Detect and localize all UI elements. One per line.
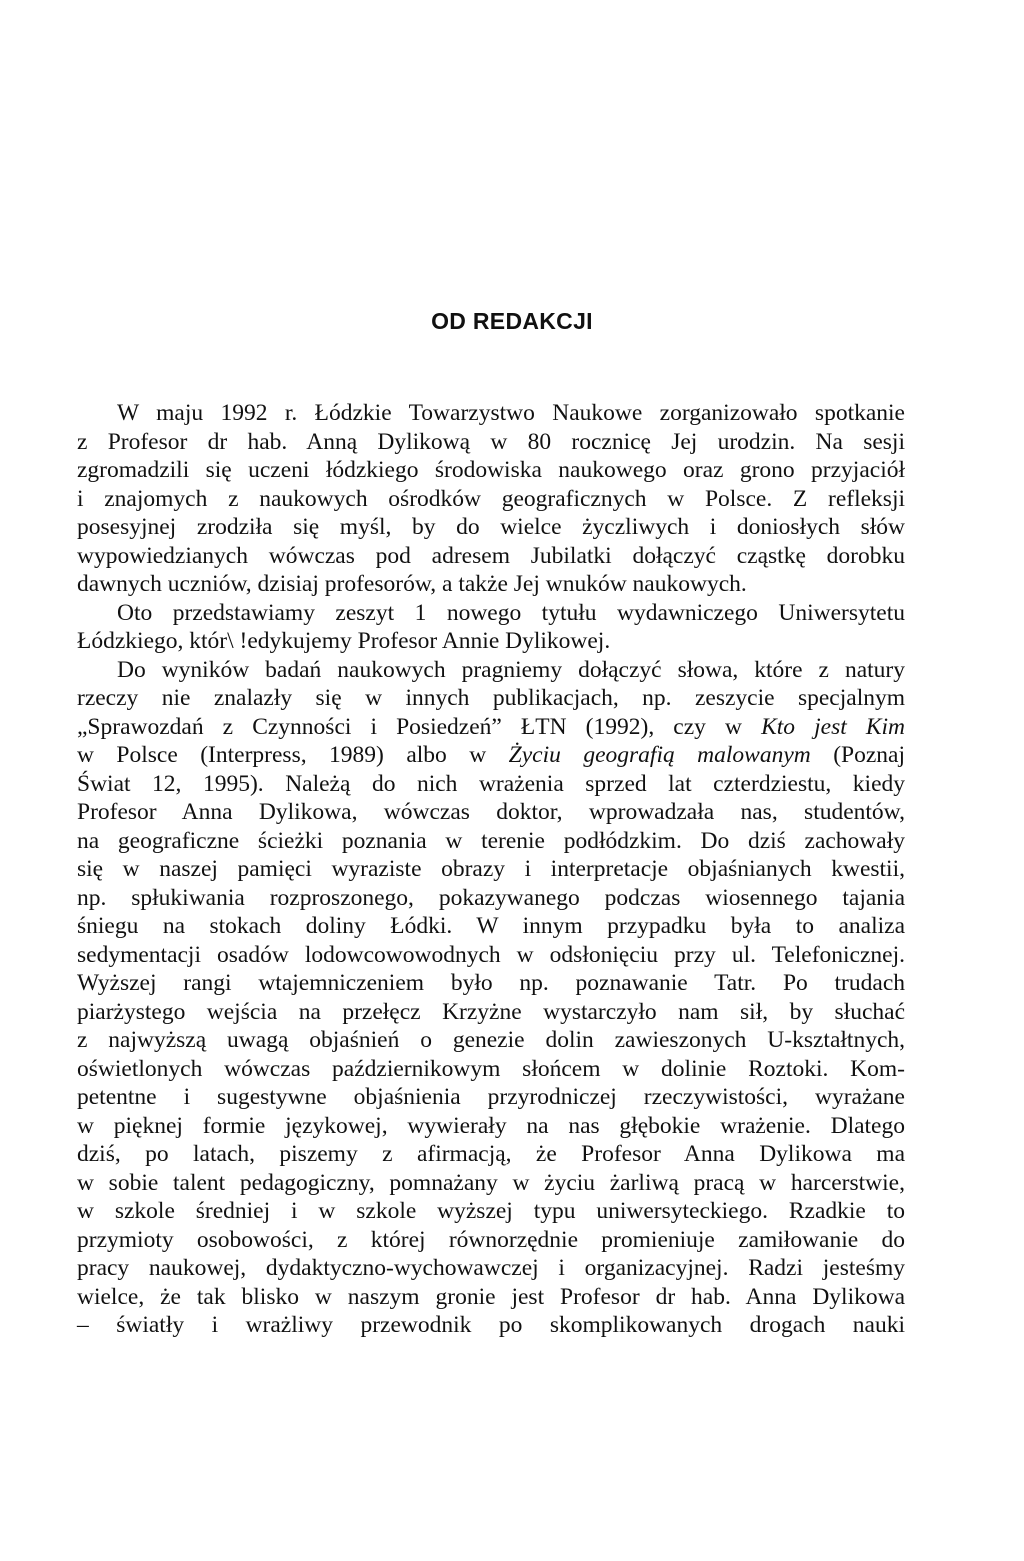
- text-line-content: dawnych uczniów, dzisiaj profesorów, a także Jej wnuków naukowych.: [77, 571, 747, 597]
- text-line-content: dziś, po latach, piszemy z afirmacją, że Profesor Anna Dylikowa ma: [77, 1141, 905, 1167]
- text-line: [77, 1311, 905, 1340]
- text-line: [77, 969, 905, 998]
- text-line: [77, 399, 905, 428]
- italic-title: Kto jest Kim: [761, 713, 906, 740]
- text-line-content: W maju 1992 r. Łódzkie Towarzystwo Naukowe zorganizowało spotkanie: [117, 400, 905, 426]
- text-line: [77, 513, 905, 542]
- italic-title: Życiu geografią malowanym: [508, 742, 811, 768]
- text-line-content: się w naszej pamięci wyraziste obrazy i interpretacje objaśnianych kwestii,: [77, 856, 905, 882]
- text-line: [77, 599, 905, 628]
- text-line-content: w Polsce (Interpress, 1989) albo w: [77, 742, 509, 768]
- text-line-content: rzeczy nie znalazły się w innych publikacjach, np. zeszycie specjalnym: [77, 685, 905, 711]
- text-line: [77, 1112, 905, 1141]
- text-line-content: Wyższej rangi wtajemniczeniem było np. poznawanie Tatr. Po trudach: [77, 970, 905, 996]
- text-line: [77, 998, 905, 1027]
- text-line-content: „Sprawozdań z Czynności i Posiedzeń” ŁTN (1992), czy w: [77, 713, 762, 740]
- text-line: [77, 884, 905, 913]
- text-line-tail: (Poznaj: [810, 742, 905, 768]
- text-line-content: piarżystego wejścia na przełęcz Krzyżne wystarczyło nam sił, by słuchać: [77, 998, 905, 1025]
- text-line-content: zgromadzili się uczeni łódzkiego środowiska naukowego oraz grono przyjaciół: [77, 457, 905, 483]
- body-text: [77, 399, 905, 1340]
- text-line: [77, 1283, 905, 1312]
- text-line-content: z Profesor dr hab. Anną Dylikową w 80 rocznicę Jej urodzin. Na sesji: [77, 428, 905, 455]
- text-line: [77, 855, 905, 884]
- text-line: [77, 684, 905, 713]
- text-line-content: wielce, że tak blisko w naszym gronie jest Profesor dr hab. Anna Dylikowa: [77, 1283, 905, 1310]
- text-line-content: np. spłukiwania rozproszonego, pokazywanego podczas wiosennego tajania: [77, 884, 905, 911]
- text-line-content: Do wyników badań naukowych pragniemy dołączyć słowa, które z natury: [117, 656, 905, 683]
- text-line-content: i znajomych z naukowych ośrodków geograficznych w Polsce. Z refleksji: [77, 485, 905, 512]
- text-line: [77, 713, 905, 742]
- text-line-content: petentne i sugestywne objaśnienia przyrodniczej rzeczywistości, wyrażane: [77, 1084, 905, 1110]
- text-line-content: przymioty osobowości, z której równorzędnie promieniuje zamiłowanie do: [77, 1226, 905, 1253]
- text-line-content: sedymentacji osadów lodowcowowodnych w odsłonięciu przy ul. Telefonicznej.: [77, 941, 905, 968]
- page-title: OD REDAKCJI: [431, 308, 593, 334]
- text-line: [77, 827, 905, 856]
- text-line-content: wypowiedzianych wówczas pod adresem Jubilatki dołączyć cząstkę dorobku: [77, 542, 905, 569]
- text-line-content: pracy naukowej, dydaktyczno-wychowawczej i organizacyjnej. Radzi jesteśmy: [77, 1255, 905, 1281]
- text-line-content: w sobie talent pedagogiczny, pomnażany w życiu żarliwą pracą w harcerstwie,: [77, 1169, 905, 1196]
- text-line: [77, 1226, 905, 1255]
- text-line-content: Profesor Anna Dylikowa, wówczas doktor, wprowadzała nas, studentów,: [77, 799, 905, 825]
- text-line-content: śniegu na stokach doliny Łódki. W innym przypadku była to analiza: [77, 913, 905, 939]
- text-line-content: Oto przedstawiamy zeszyt 1 nowego tytułu wydawniczego Uniwersytetu: [117, 599, 905, 626]
- text-line: [77, 570, 905, 599]
- text-line: [77, 1254, 905, 1283]
- text-line-content: Świat 12, 1995). Należą do nich wrażenia sprzed lat czterdziestu, kiedy: [77, 770, 905, 797]
- text-line-content: w pięknej formie językowej, wywierały na nas głębokie wrażenie. Dlatego: [77, 1112, 905, 1139]
- text-line-content: Łódzkiego, któr\ !edykujemy Profesor Annie Dylikowej.: [77, 628, 611, 654]
- text-line: [77, 741, 905, 770]
- text-line: [77, 627, 905, 656]
- text-line: [77, 798, 905, 827]
- text-line-content: na geograficzne ścieżki poznania w terenie podłódzkim. Do dziś zachowały: [77, 827, 905, 854]
- text-line: [77, 542, 905, 571]
- text-line: [77, 485, 905, 514]
- text-line: [77, 1083, 905, 1112]
- text-line-content: posesyjnej zrodziła się myśl, by do wielce życzliwych i doniosłych słów: [77, 514, 905, 540]
- text-line: [77, 1197, 905, 1226]
- text-line: [77, 1055, 905, 1084]
- text-line: [77, 1169, 905, 1198]
- text-line: [77, 770, 905, 799]
- text-line: [77, 912, 905, 941]
- text-line-content: oświetlonych wówczas październikowym słońcem w dolinie Roztoki. Kom-: [77, 1055, 905, 1082]
- text-line: [77, 656, 905, 685]
- text-line: [77, 1026, 905, 1055]
- text-line: [77, 428, 905, 457]
- text-line-content: – światły i wrażliwy przewodnik po skomplikowanych drogach nauki: [77, 1312, 905, 1338]
- text-line: [77, 941, 905, 970]
- text-line-content: z najwyższą uwagą objaśnień o genezie dolin zawieszonych U-kształtnych,: [77, 1027, 905, 1053]
- text-line: [77, 456, 905, 485]
- text-line-content: w szkole średniej i w szkole wyższej typu uniwersyteckiego. Rzadkie to: [77, 1198, 905, 1224]
- text-line: [77, 1140, 905, 1169]
